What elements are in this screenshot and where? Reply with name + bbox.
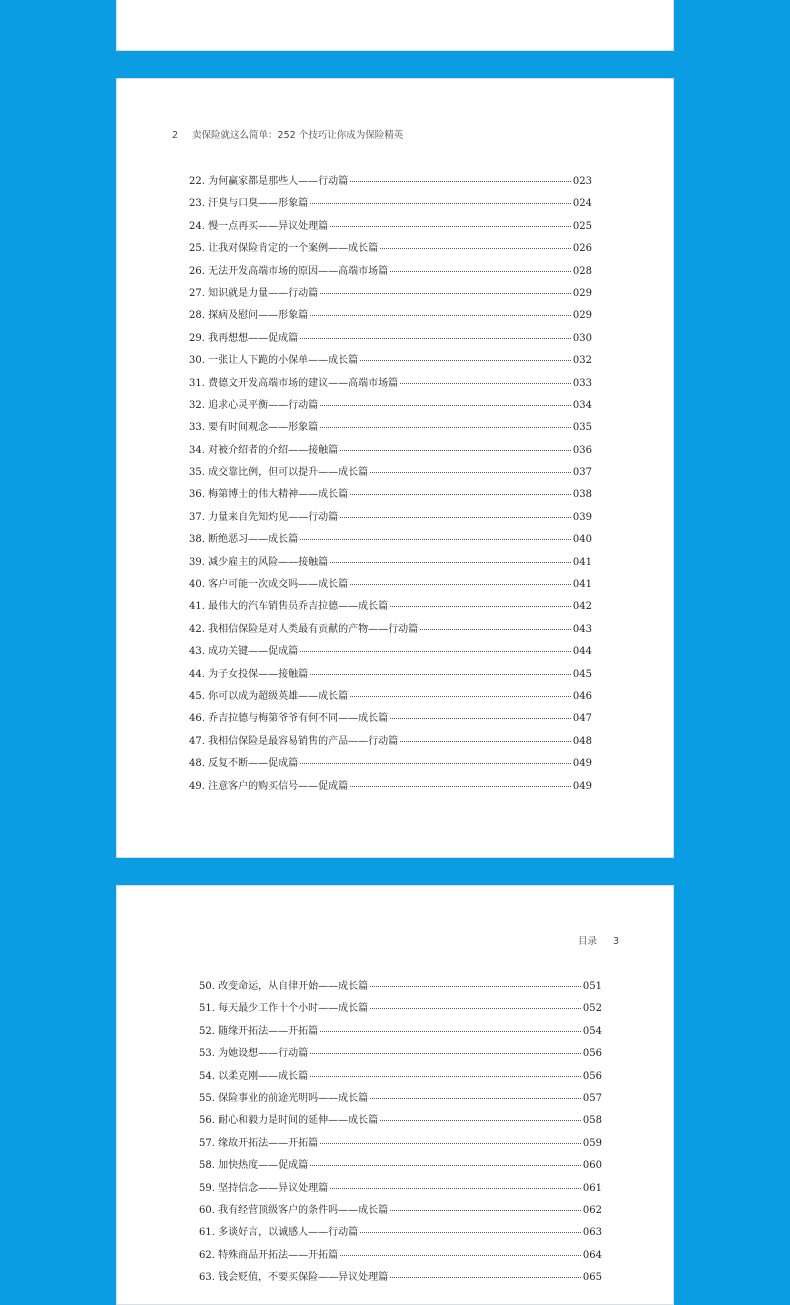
- toc-entry-title: 51. 每天最少工作十个小时——成长篇: [199, 1003, 369, 1015]
- toc-entry-page-number: 049: [572, 780, 592, 792]
- toc-entry-page-number: 058: [582, 1115, 602, 1127]
- dot-leader: [390, 1210, 581, 1211]
- dot-leader: [320, 427, 571, 428]
- toc-entry-title: 30. 一张让人下跪的小保单——成长篇: [189, 355, 359, 367]
- toc-entry-page-number: 025: [572, 220, 592, 232]
- toc-entry-title: 31. 费德文开发高端市场的建议——高端市场篇: [189, 377, 399, 389]
- previous-page-sheet: [116, 0, 674, 51]
- toc-entry-title: 48. 反复不断——促成篇: [189, 758, 299, 770]
- toc-entry-page-number: 043: [572, 623, 592, 635]
- toc-entry: [189, 193, 592, 215]
- toc-entry: [199, 1200, 602, 1222]
- toc-entry-page-number: 056: [582, 1070, 602, 1082]
- toc-entry-title: 43. 成功关键——促成篇: [189, 646, 299, 658]
- toc-entry-page-number: 032: [572, 355, 592, 367]
- toc-entry-title: 23. 汗臭与口臭——形象篇: [189, 198, 309, 210]
- dot-leader: [420, 629, 571, 630]
- dot-leader: [370, 472, 571, 473]
- dot-leader: [330, 1188, 581, 1189]
- toc-entry: [199, 1245, 602, 1267]
- toc-entry: [199, 1021, 602, 1043]
- toc-entry: [199, 1267, 602, 1289]
- dot-leader: [370, 1098, 581, 1099]
- toc-entry-title: 24. 慢一点再买——异议处理篇: [189, 220, 329, 232]
- toc-entry-page-number: 024: [572, 198, 592, 210]
- toc-entry: [189, 776, 592, 798]
- toc-entry-title: 27. 知识就是力量——行动篇: [189, 287, 319, 299]
- dot-leader: [300, 763, 571, 764]
- toc-entry: [189, 440, 592, 462]
- toc-entry-title: 45. 你可以成为超级英雄——成长篇: [189, 690, 349, 702]
- dot-leader: [320, 293, 571, 294]
- dot-leader: [400, 383, 571, 384]
- toc-entry-title: 32. 追求心灵平衡——行动篇: [189, 399, 319, 411]
- toc-entry-title: 38. 断绝恶习——成长篇: [189, 534, 299, 546]
- header-page-number: 2: [172, 130, 179, 141]
- dot-leader: [380, 248, 571, 249]
- dot-leader: [320, 1143, 581, 1144]
- toc-entry: [189, 507, 592, 529]
- toc-entry-page-number: 036: [572, 444, 592, 456]
- toc-entry-title: 56. 耐心和毅力是时间的延伸——成长篇: [199, 1115, 379, 1127]
- dot-leader: [320, 405, 571, 406]
- toc-entry-title: 29. 我再想想——促成篇: [189, 332, 299, 344]
- toc-entry: [189, 171, 592, 193]
- toc-entry-page-number: 042: [572, 601, 592, 613]
- toc-entry-page-number: 061: [582, 1182, 602, 1194]
- toc-entry: [189, 417, 592, 439]
- toc-entry: [199, 976, 602, 998]
- toc-entry-title: 62. 特殊商品开拓法——开拓篇: [199, 1249, 339, 1261]
- dot-leader: [340, 517, 571, 518]
- toc-entry-title: 57. 缘故开拓法——开拓篇: [199, 1137, 319, 1149]
- dot-leader: [390, 606, 571, 607]
- toc-entry-page-number: 065: [582, 1272, 602, 1284]
- running-header: [172, 127, 403, 141]
- dot-leader: [310, 1053, 581, 1054]
- dot-leader: [370, 986, 581, 987]
- toc-entry: [189, 261, 592, 283]
- dot-leader: [310, 315, 571, 316]
- toc-entry: [189, 731, 592, 753]
- toc-entry: [189, 373, 592, 395]
- toc-entry: [189, 350, 592, 372]
- toc-entry: [189, 216, 592, 238]
- toc-entry-title: 42. 我相信保险是对人类最有贡献的产物——行动篇: [189, 623, 419, 635]
- toc-entry: [189, 529, 592, 551]
- header-book-title: 卖保险就这么简单：252 个技巧让你成为保险精英: [192, 130, 404, 141]
- toc-entry-page-number: 060: [582, 1160, 602, 1172]
- toc-entry-page-number: 028: [572, 265, 592, 277]
- dot-leader: [340, 1255, 581, 1256]
- dot-leader: [310, 674, 571, 675]
- toc-entry: [199, 1088, 602, 1110]
- toc-entry-page-number: 054: [582, 1025, 602, 1037]
- dot-leader: [320, 1031, 581, 1032]
- toc-entry-title: 54. 以柔克刚——成长篇: [199, 1070, 309, 1082]
- dot-leader: [360, 1232, 581, 1233]
- toc-entry-page-number: 040: [572, 534, 592, 546]
- toc-entry-page-number: 041: [572, 579, 592, 591]
- toc-entry-page-number: 057: [582, 1092, 602, 1104]
- toc-entry-title: 33. 要有时间观念——形象篇: [189, 422, 319, 434]
- toc-entry-title: 50. 改变命运，从自律开始——成长篇: [199, 981, 369, 992]
- toc-entry: [189, 753, 592, 775]
- toc-entry-page-number: 026: [572, 243, 592, 255]
- toc-entry-title: 37. 力量来自先知灼见——行动篇: [189, 511, 339, 523]
- dot-leader: [300, 651, 571, 652]
- toc-entry-page-number: 063: [582, 1227, 602, 1239]
- toc-entry: [189, 484, 592, 506]
- toc-entry-title: 53. 为她设想——行动篇: [199, 1048, 309, 1060]
- toc-entry: [199, 1043, 602, 1065]
- dot-leader: [400, 741, 571, 742]
- toc-entry-page-number: 047: [572, 713, 592, 725]
- dot-leader: [380, 1120, 581, 1121]
- toc-entry: [189, 552, 592, 574]
- toc-entry-title: 34. 对被介绍者的介绍——接触篇: [189, 444, 339, 456]
- dot-leader: [340, 450, 571, 451]
- toc-entry: [199, 1155, 602, 1177]
- toc-entry: [189, 305, 592, 327]
- toc-entry-page-number: 056: [582, 1048, 602, 1060]
- toc-entry-title: 28. 探病及慰问——形象篇: [189, 310, 309, 322]
- dot-leader: [350, 786, 571, 787]
- toc-entry: [189, 328, 592, 350]
- toc-entry-title: 47. 我相信保险是最容易销售的产品——行动篇: [189, 735, 399, 747]
- toc-entry-page-number: 039: [572, 511, 592, 523]
- dot-leader: [330, 562, 571, 563]
- toc-entry-title: 44. 为子女投保——接触篇: [189, 668, 309, 680]
- toc-entry-title: 63. 钱会贬值，不要买保险——异议处理篇: [199, 1272, 389, 1284]
- dot-leader: [350, 696, 571, 697]
- toc-entry-page-number: 033: [572, 377, 592, 389]
- toc-entry-page-number: 041: [572, 556, 592, 568]
- toc-entry-page-number: 062: [582, 1204, 602, 1216]
- dot-leader: [350, 494, 571, 495]
- toc-entry-title: 61. 多谈好言，以诚感人——行动篇: [199, 1227, 359, 1239]
- dot-leader: [330, 226, 571, 227]
- toc-entry-page-number: 030: [572, 332, 592, 344]
- toc-entry-page-number: 051: [582, 981, 602, 992]
- dot-leader: [300, 338, 571, 339]
- toc-entry: [199, 1066, 602, 1088]
- toc-entry: [189, 238, 592, 260]
- toc-entry: [189, 708, 592, 730]
- dot-leader: [350, 584, 571, 585]
- dot-leader: [310, 203, 571, 204]
- toc-entry-page-number: 029: [572, 310, 592, 322]
- running-header: [578, 933, 619, 947]
- toc-entry-title: 49. 注意客户的购买信号——促成篇: [189, 780, 349, 792]
- toc-entry-title: 46. 乔吉拉德与梅第爷爷有何不同——成长篇: [189, 713, 389, 725]
- toc-entry-title: 39. 减少雇主的风险——接触篇: [189, 556, 329, 568]
- dot-leader: [370, 1008, 581, 1009]
- toc-entry: [189, 462, 592, 484]
- toc-entry-title: 41. 最伟大的汽车销售员乔吉拉德——成长篇: [189, 601, 389, 613]
- dot-leader: [360, 360, 571, 361]
- toc-entry-title: 60. 我有经营顶级客户的条件吗——成长篇: [199, 1204, 389, 1216]
- dot-leader: [310, 1165, 581, 1166]
- toc-entry-page-number: 052: [582, 1003, 602, 1015]
- toc-entry-page-number: 029: [572, 287, 592, 299]
- toc-entry-title: 58. 加快热度——促成篇: [199, 1160, 309, 1172]
- toc-entry: [199, 1133, 602, 1155]
- toc-entry-title: 40. 客户可能一次成交吗——成长篇: [189, 579, 349, 591]
- toc-entry-page-number: 048: [572, 735, 592, 747]
- toc-entry-title: 55. 保险事业的前途光明吗——成长篇: [199, 1092, 369, 1104]
- dot-leader: [350, 181, 571, 182]
- toc-entry-title: 35. 成交靠比例，但可以提升——成长篇: [189, 467, 369, 479]
- toc-entry: [199, 998, 602, 1020]
- header-section-title: 目录: [577, 936, 597, 947]
- toc-entry-title: 25. 让我对保险肯定的一个案例——成长篇: [189, 243, 379, 255]
- toc-entry: [189, 395, 592, 417]
- dot-leader: [390, 718, 571, 719]
- toc-entry-page-number: 064: [582, 1249, 602, 1261]
- toc-page-2: [116, 78, 674, 858]
- toc-entry-title: 52. 随缘开拓法——开拓篇: [199, 1025, 319, 1037]
- toc-entry: [199, 1178, 602, 1200]
- toc-entry-page-number: 038: [572, 489, 592, 501]
- dot-leader: [310, 1076, 581, 1077]
- toc-entry-page-number: 044: [572, 646, 592, 658]
- toc-list: [189, 171, 592, 798]
- toc-entry-page-number: 037: [572, 467, 592, 479]
- toc-entry: [189, 641, 592, 663]
- toc-entry: [199, 1110, 602, 1132]
- toc-entry: [189, 619, 592, 641]
- dot-leader: [390, 1277, 581, 1278]
- toc-list: [199, 976, 602, 1289]
- toc-entry: [189, 596, 592, 618]
- toc-entry-title: 26. 无法开发高端市场的原因——高端市场篇: [189, 265, 389, 277]
- toc-entry-page-number: 034: [572, 399, 592, 411]
- toc-entry-title: 22. 为何赢家都是那些人——行动篇: [189, 176, 349, 187]
- toc-entry: [189, 283, 592, 305]
- toc-entry: [189, 686, 592, 708]
- toc-entry: [189, 574, 592, 596]
- toc-entry-page-number: 035: [572, 422, 592, 434]
- toc-entry-title: 36. 梅第博士的伟大精神——成长篇: [189, 489, 349, 501]
- dot-leader: [300, 539, 571, 540]
- toc-page-3: [116, 885, 674, 1305]
- header-page-number: 3: [612, 936, 619, 947]
- dot-leader: [390, 271, 571, 272]
- toc-entry-page-number: 045: [572, 668, 592, 680]
- toc-entry-page-number: 023: [572, 176, 592, 187]
- toc-entry-page-number: 049: [572, 758, 592, 770]
- toc-entry: [189, 664, 592, 686]
- toc-entry-title: 59. 坚持信念——异议处理篇: [199, 1182, 329, 1194]
- toc-entry-page-number: 046: [572, 690, 592, 702]
- toc-entry: [199, 1222, 602, 1244]
- toc-entry-page-number: 059: [582, 1137, 602, 1149]
